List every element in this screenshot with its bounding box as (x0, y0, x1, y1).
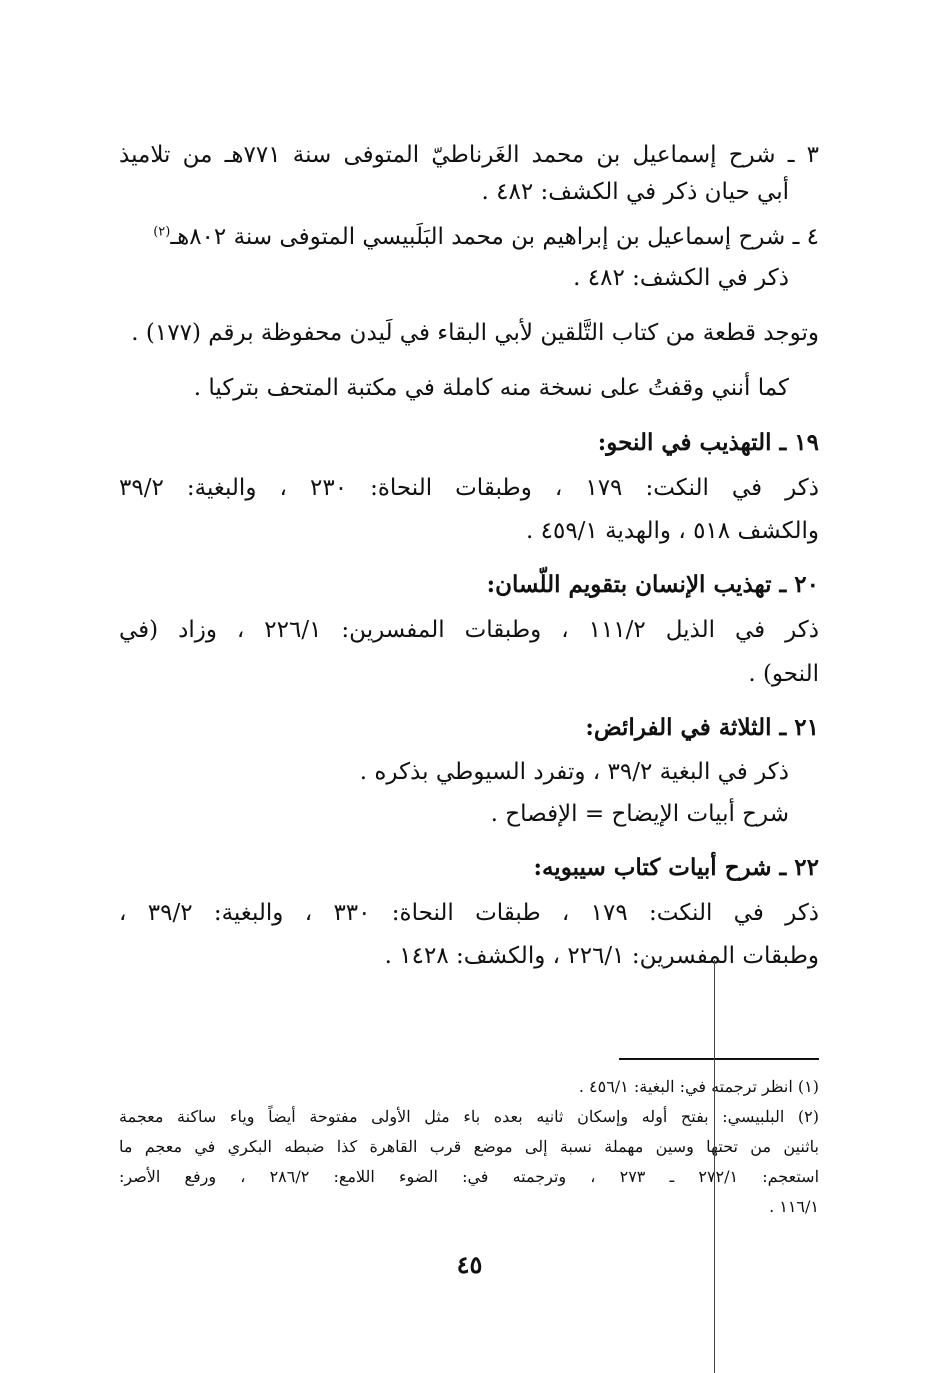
item-21-line-1: ذكر في البغية ٣٩/٢ ، وتفرد السيوطي بذكره . (359, 759, 789, 785)
item-21-line-2: شرح أبيات الإيضاح = الإفصاح . (490, 801, 789, 827)
item-3-line-1: ٣ ـ شرح إسماعيل بن محمد الغَرناطيّ المتوفى سنة ٧٧١هـ من تلاميذ (119, 142, 819, 168)
footnote-2-line-2: باثنين من تحتها وسين مهملة نسبة إلى موضع قرب القاهرة كذا ضبطه البكري في معجم ما (119, 1137, 819, 1156)
item-3-line-2: أبي حيان ذكر في الكشف: ٤٨٢ . (481, 179, 789, 205)
footnote-2-line-1: (٢) البلبيسي: بفتح أوله وإسكان ثانيه بعده باء مثل الأولى مفتوحة أيضاً وياء ساكنة معجمة (119, 1107, 819, 1126)
item-22-line-1: ذكر في النكت: ١٧٩ ، طبقات النحاة: ٣٣٠ ، والبغية: ٣٩/٢ ، (119, 900, 820, 926)
footnote-2-line-3: استعجم: ٢٧٢/١ ـ ٢٧٣ ، وترجمته في: الضوء اللامع: ٢٨٦/٢ ، ورفع الأصر: (119, 1167, 820, 1186)
page-number: ٤٥ (456, 1250, 483, 1279)
item-4-line-1 (119, 217, 819, 257)
talqin-paragraph: وتوجد قطعة من كتاب التَّلقين لأبي البقاء في لَيدن محفوظة برقم (١٧٧) . (131, 320, 819, 346)
footnote-separator (619, 1058, 819, 1060)
footnote-2-line-4: ١١٦/١ . (769, 1197, 819, 1216)
heading-21: ٢١ ـ الثلاثة في الفرائض: (585, 714, 819, 741)
museum-paragraph: كما أنني وقفتُ على نسخة منه كاملة في مكتبة المتحف بتركيا . (193, 375, 789, 401)
scan-artifact-line (714, 960, 715, 1373)
item-4-line-2: ذكر في الكشف: ٤٨٢ . (573, 265, 789, 291)
item-19-line-1: ذكر في النكت: ١٧٩ ، وطبقات النحاة: ٢٣٠ ، والبغية: ٣٩/٢ (119, 475, 820, 501)
footnote-1: (١) انظر ترجمته في: البغية: ٤٥٦/١ . (578, 1077, 819, 1096)
heading-22: ٢٢ ـ شرح أبيات كتاب سيبويه: (533, 854, 819, 881)
item-4-text: ٤ ـ شرح إسماعيل بن إبراهيم بن محمد البَلَبيسي المتوفى سنة ٨٠٢هـ (170, 224, 819, 250)
item-20-line-2: النحو) . (748, 661, 819, 687)
heading-20: ٢٠ ـ تهذيب الإنسان بتقويم اللّسان: (486, 571, 819, 598)
footnote-ref-2: (٢) (153, 224, 171, 240)
item-19-line-2: والكشف ٥١٨ ، والهدية ٤٥٩/١ . (526, 518, 819, 544)
heading-19: ١٩ ـ التهذيب في النحو: (597, 429, 819, 456)
item-22-line-2: وطبقات المفسرين: ٢٢٦/١ ، والكشف: ١٤٢٨ . (384, 943, 819, 969)
item-20-line-1: ذكر في الذيل ١١١/٢ ، وطبقات المفسرين: ٢٢٦/١ ، وزاد (في (119, 617, 819, 643)
